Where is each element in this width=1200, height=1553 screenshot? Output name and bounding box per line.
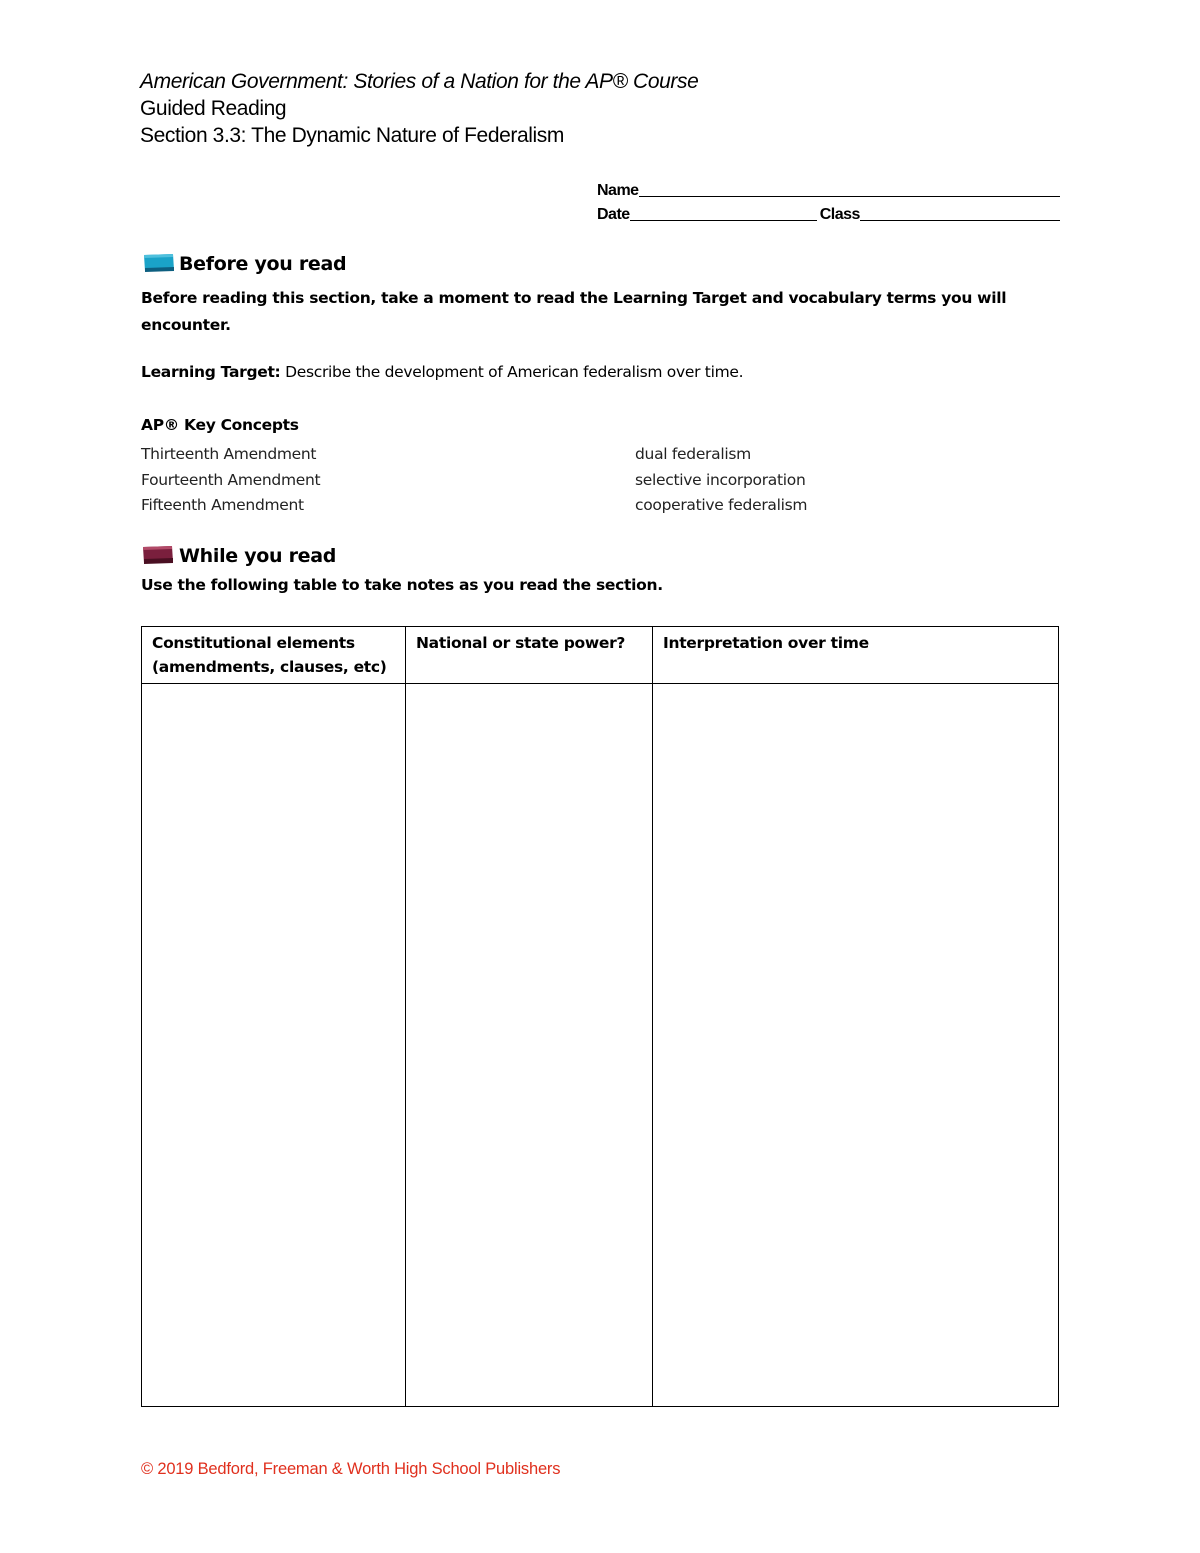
page-header [140, 68, 698, 149]
learning-target [141, 363, 743, 381]
name-row [597, 176, 1060, 200]
date-field[interactable] [630, 204, 817, 221]
learning-target-label: Learning Target: [141, 363, 281, 381]
concept-item: dual federalism [635, 445, 751, 463]
concepts-left-list [141, 442, 320, 519]
date-label: Date [597, 206, 630, 223]
flag-icon [143, 253, 175, 273]
header-interpretation: Interpretation over time [653, 627, 1059, 684]
book-title: American Government: Stories of a Nation for the AP® Course [140, 70, 699, 93]
notes-cell-power[interactable] [406, 684, 653, 1407]
concept-item: cooperative federalism [635, 496, 808, 514]
notes-cell-interpretation[interactable] [653, 684, 1059, 1407]
concept-item: Thirteenth Amendment [141, 445, 317, 463]
header-constitutional-elements: Constitutional elements (amendments, clauses, etc) [142, 627, 406, 684]
notes-table [141, 626, 1059, 1407]
concept-item: Fourteenth Amendment [141, 470, 321, 489]
key-concepts-heading: AP® Key Concepts [141, 416, 299, 434]
notes-cell-elements[interactable] [142, 684, 406, 1407]
header-national-or-state: National or state power? [406, 627, 653, 684]
student-info [597, 176, 1060, 224]
class-label: Class [819, 206, 860, 223]
table-header-row [142, 627, 1059, 684]
name-field[interactable] [639, 180, 1060, 197]
concept-item: selective incorporation [635, 470, 806, 489]
concept-item: Fifteenth Amendment [141, 496, 304, 514]
while-you-read-heading: While you read [179, 545, 337, 567]
class-field[interactable] [860, 204, 1060, 221]
date-class-row [597, 200, 1060, 224]
page-subtitle: Guided Reading [140, 97, 287, 120]
table-row [142, 684, 1059, 1407]
name-label: Name [597, 182, 639, 199]
copyright-footer: © 2019 Bedford, Freeman & Worth High School Publishers [141, 1460, 561, 1478]
concepts-right-list [635, 442, 807, 519]
before-read-instruction: Before reading this section, take a moment to read the Learning Target and vocabulary terms you will encounter. [141, 289, 1007, 334]
flag-icon [142, 545, 174, 565]
while-read-instruction: Use the following table to take notes as you read the section. [141, 576, 663, 594]
learning-target-text: Describe the development of American federalism over time. [280, 363, 744, 381]
before-you-read-heading: Before you read [179, 253, 347, 275]
section-title: Section 3.3: The Dynamic Nature of Federalism [140, 124, 564, 147]
